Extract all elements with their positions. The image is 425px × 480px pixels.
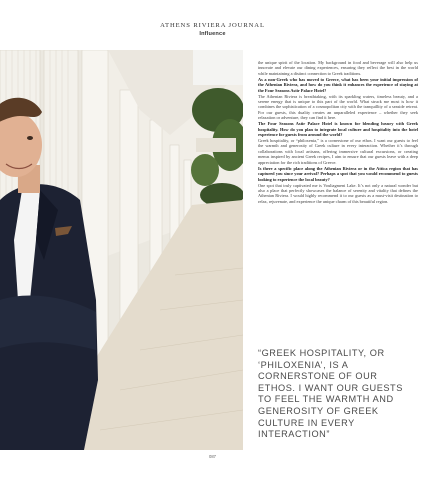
interview-question: The Four Seasons Astir Palace Hotel is known for blending luxury with Greek hospitality. How do you plan to integrate local culture and hospitality into the hotel experience for guests from around the world? xyxy=(258,121,418,138)
portrait-illustration xyxy=(0,50,243,450)
pull-quote: “GREEK HOSPITALITY, OR ‘PHILOXENIA’, IS A CORNERSTONE OF OUR ETHOS. I WANT OUR GUESTS TO FEEL THE WARMTH AND GENEROSITY OF GREEK CULTURE IN EVERY INTERACTION” xyxy=(258,348,403,440)
page-number: 087 xyxy=(209,454,216,459)
portrait-photo xyxy=(0,50,243,450)
publication-title: ATHENS RIVIERA JOURNAL xyxy=(160,22,265,29)
interview-question: As a non-Greek who has moved to Greece, what has been your initial impression of the Athenian Riviera, and how do you think it enhances the experience of staying at the Four Seasons Astir Palace Hotel? xyxy=(258,76,418,93)
section-label: Influence xyxy=(199,31,226,37)
article-paragraph: the unique spirit of the location. My background in food and beverage will also help us innovate and elevate our dining experiences, ensuring they reflect the best in the world while maintaining a distinct connection to Greek traditions. xyxy=(258,60,418,76)
article-body xyxy=(258,60,418,205)
interview-question: Is there a specific place along the Athenian Riviera or in the Attica region that has captured you since your arrival? Perhaps a spot that you would recommend to guests looking to experience the local beauty? xyxy=(258,165,418,182)
article-paragraph: The Athenian Riviera is breathtaking, with its sparkling waters, timeless beauty, and a serene energy that is unique to this part of the world. What struck me most is how it combines the sophistication of a cosmopolitan city with the tranquillity of a seaside retreat. For our guests, this duality creates an unparalleled experience – whether they seek relaxation or adventure, they can find it here. xyxy=(258,93,418,121)
article-paragraph: Greek hospitality, or “philoxenia,” is a cornerstone of our ethos. I want our guests to feel the warmth and generosity of Greek culture in every interaction. Whether it’s through collaborations with local artisans, offering immersive cultural excursions, or creating menus inspired by ancient Greek recipes, I aim to ensure that our guests leave with a deep appreciation for the rich traditions of Greece. xyxy=(258,138,418,165)
article-paragraph: One spot that truly captivated me is Vouliagmeni Lake. It’s not only a natural wonder but also a place that perfectly showcases the balance of serenity and vitality that defines the Athenian Riviera. I would highly recommend it to our guests as a must-visit destination to relax, rejuvenate, and experience the unique charm of this beautiful region. xyxy=(258,182,418,204)
masthead xyxy=(0,22,425,38)
